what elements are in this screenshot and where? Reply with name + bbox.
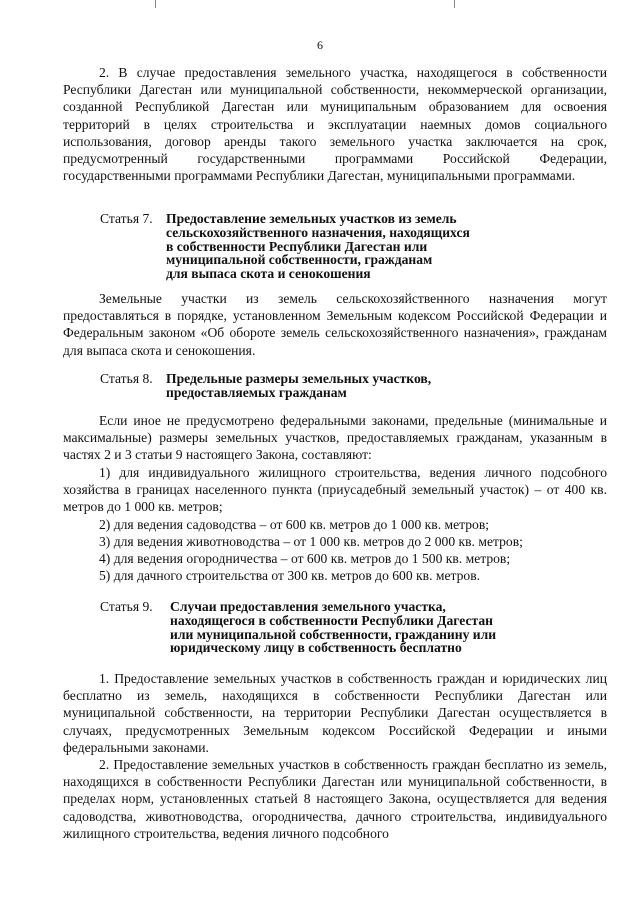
article-9-title: Случаи предоставления земельного участка, находящегося в собственности Республики Дагестан или муниципальной собственности, гражданину или юридическому лицу в собственность бесплатно <box>170 599 497 656</box>
article-9-clause-1: 1. Предоставление земельных участков в собственность граждан и юридических лиц бесплатно из земель, находящихся в собственности Республики Дагестан или муниципальной собственности, на территории Республики Дагестан осуществляется в случаях, предусмотренных Земельным кодексом Российской Федерации и иными федеральными законами. <box>63 671 607 755</box>
scan-mark-left <box>155 0 156 8</box>
article-7-title: Предоставление земельных участков из земель сельскохозяйственного назначения, находящихся в собственности Республики Дагестан или муниципальной собственности, гражданам для выпаса скота и сенокошения <box>166 211 470 282</box>
article-9-clause-2: 2. Предоставление земельных участков в собственность граждан бесплатно из земель, находящихся в собственности Республики Дагестан или муниципальной собственности, в пределах норм, установленных статьей 8 настоящего Закона, осуществляется для ведения садоводства, животноводства, огородничества, дачного строительства, индивидуального жилищного строительства, ведения личного подсобного <box>63 757 607 841</box>
list-item-1: 1) для индивидуального жилищного строительства, ведения личного подсобного хозяйства в границах населенного пункта (приусадебный земельный участок) – от 400 кв. метров до 1 000 кв. метров; <box>63 465 607 515</box>
page-number: 6 <box>317 38 323 52</box>
scan-mark-right <box>454 0 455 8</box>
article-7-heading <box>100 212 600 282</box>
article-8-title: Предельные размеры земельных участков, предоставляемых гражданам <box>166 371 432 400</box>
article-9-number: Статья 9. <box>100 599 153 614</box>
article-8-number: Статья 8. <box>100 371 153 386</box>
article-9-heading <box>100 600 600 656</box>
paragraph-2-clause: 2. В случае предоставления земельного участка, находящегося в собственности Республики Дагестан или муниципальной собственности, некоммерческой организации, созданной Республикой Дагестан или муниципальным образованием для освоения территорий в целях строительства и эксплуатации наемных домов социального использования, договор аренды такого земельного участка заключается на срок, предусмотренный государственными программами Российской Федерации, государственными программами Республики Дагестан, муниципальными программами. <box>63 65 607 184</box>
list-item-4: 4) для ведения огородничества – от 600 кв. метров до 1 500 кв. метров; <box>99 551 511 566</box>
article-8-heading <box>100 372 600 400</box>
article-8-intro: Если иное не предусмотрено федеральными законами, предельные (минимальные и максимальные) размеры земельных участков, предоставляемых гражданам, указанным в частях 2 и 3 статьи 9 настоящего Закона, составляют: <box>63 413 607 463</box>
list-item-5: 5) для дачного строительства от 300 кв. метров до 600 кв. метров. <box>99 568 481 583</box>
list-item-3: 3) для ведения животноводства – от 1 000 кв. метров до 2 000 кв. метров; <box>99 534 523 549</box>
list-item-2: 2) для ведения садоводства – от 600 кв. метров до 1 000 кв. метров; <box>99 517 490 532</box>
article-7-number: Статья 7. <box>100 211 153 226</box>
article-7-body: Земельные участки из земель сельскохозяйственного назначения могут предоставляться в порядке, установленном Земельным кодексом Российской Федерации и Федеральным законом «Об обороте земель сельскохозяйственного назначения», гражданам для выпаса скота и сенокошения. <box>63 291 607 358</box>
